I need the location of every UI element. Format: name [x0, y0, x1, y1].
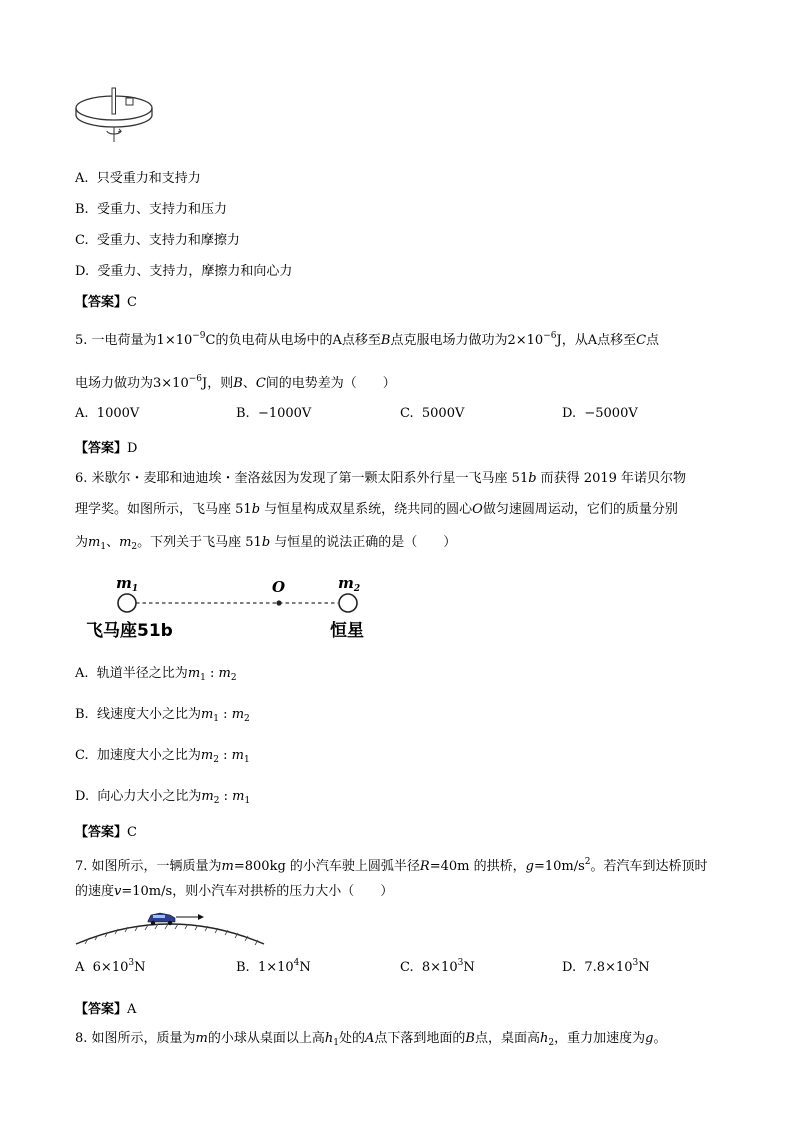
q5-option-c: C. 5000V: [400, 406, 465, 421]
q8-stem-line1: 8. 如图所示，质量为m的小球从桌面以上高$h_1$处的A点下落到地面的B点，桌面高$h_2$，重力加速度为g。: [75, 1031, 667, 1048]
q4-option-a: A. 只受重力和支持力: [75, 171, 201, 186]
q5-answer: 【答案】D: [75, 441, 138, 456]
q7-option-d: D. $7.8\times 10^3N$: [562, 958, 650, 975]
q6-stem-line2: 理学奖。如图所示，飞马座 51b 与恒星构成双星系统，绕共同的圆心O做匀速圆周运动，它们的质量分别: [75, 502, 678, 517]
fig-m1-label: $m_1$: [116, 574, 139, 594]
q7-answer: 【答案】A: [75, 1002, 137, 1017]
q7-option-b: B. $1\times 10^4N$: [236, 958, 311, 975]
fig-m2-label: $m_2$: [338, 574, 361, 594]
q5-stem-line2: 电场力做功为$3\times 10^{-6}J$，则B、C间的电势差为（ ）: [75, 374, 396, 391]
fig-star-label: 恒星: [330, 621, 364, 641]
turntable-figure: [72, 86, 162, 144]
q6-answer: 【答案】C: [75, 825, 137, 840]
q4-option-b: B. 受重力、支持力和压力: [75, 202, 227, 217]
center-point: [276, 600, 281, 605]
q7-stem-line1: 7. 如图所示，一辆质量为m=800kg 的小汽车驶上圆弧半径R=40m 的拱桥，$g=10m/s^2$。若汽车到达桥顶时: [75, 857, 708, 874]
q6-option-d: D. 向心力大小之比为$m_2$ : $m_1$: [75, 789, 251, 806]
q6-stem-line3: 为$m_1$、$m_2$。下列关于飞马座 51b 与恒星的说法正确的是（ ）: [75, 535, 457, 552]
q4-answer: 【答案】C: [75, 295, 137, 310]
q7-option-a: A $6\times 10^3N$: [75, 958, 146, 975]
q7-option-c: C. $8\times 10^3N$: [400, 958, 475, 975]
q6-option-a: A. 轨道半径之比为$m_1$ : $m_2$: [75, 666, 237, 683]
q5-stem-line1: 5. 一电荷量为$1\times 10^{-9}C$的负电荷从电场中的A点移至B点克服电场力做功为$2\times 10^{-6}J$，从A点移至C点: [75, 331, 660, 348]
fig-o-label: O: [272, 578, 286, 596]
q6-option-c: C. 加速度大小之比为$m_2$ : $m_1$: [75, 748, 250, 765]
planet-circle: [118, 594, 136, 612]
q4-option-d: D. 受重力、支持力，摩擦力和向心力: [75, 264, 293, 279]
fig-planet-label: 飞马座51b: [86, 621, 173, 641]
q6-stem-line1: 6. 米歇尔・麦耶和迪迪埃・奎洛兹因为发现了第一颗太阳系外行星一飞马座 51b 而获得 2019 年诺贝尔物: [75, 471, 687, 486]
arch-bridge-figure: [74, 904, 266, 950]
car-icon: [148, 913, 175, 925]
q5-option-b: B. −1000V: [236, 406, 312, 421]
q5-option-a: A. 1000V: [75, 406, 140, 421]
velocity-arrow-icon: [176, 914, 204, 920]
q6-option-b: B. 线速度大小之比为$m_1$ : $m_2$: [75, 707, 250, 724]
q4-option-c: C. 受重力、支持力和摩擦力: [75, 233, 240, 248]
q7-stem-line2: 的速度v=10m/s，则小汽车对拱桥的压力大小（ ）: [75, 884, 394, 899]
q5-option-d: D. −5000V: [562, 406, 638, 421]
star-circle: [339, 594, 357, 612]
